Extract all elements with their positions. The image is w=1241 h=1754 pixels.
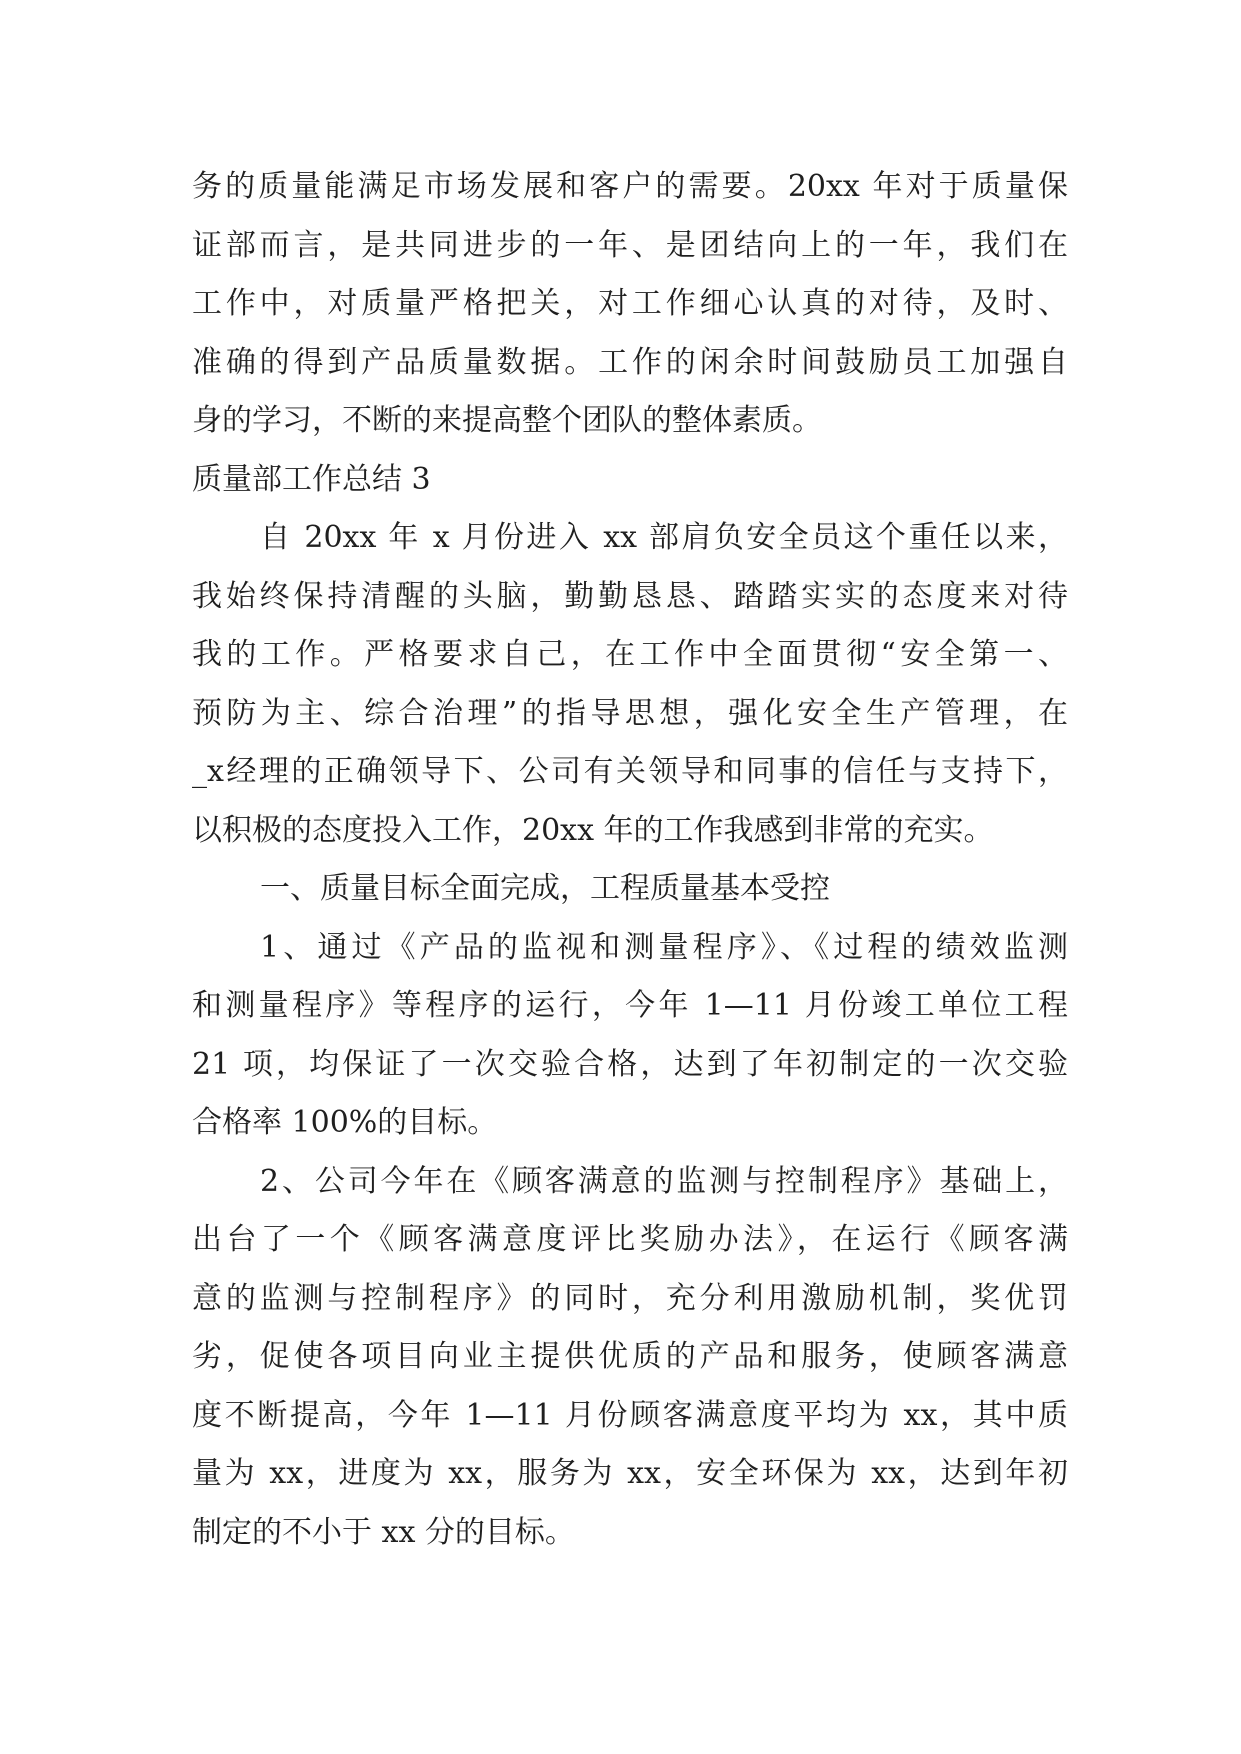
text-line: 量为 xx，进度为 xx，服务为 xx，安全环保为 xx，达到年初 — [192, 1456, 1068, 1491]
text-line: 和测量程序》等程序的运行，今年 1—11 月份竣工单位工程 — [192, 988, 1068, 1023]
text-line: 2、公司今年在《顾客满意的监测与控制程序》基础上， — [260, 1163, 1068, 1199]
text-line: 制定的不小于 xx 分的目标。 — [192, 1514, 575, 1550]
text-line: 质量部工作总结 3 — [192, 461, 431, 497]
paragraph-continuation — [192, 158, 1068, 451]
text-line: 我的工作。严格要求自己，在工作中全面贯彻“安全第一、 — [192, 637, 1068, 672]
text-line: 自 20xx 年 x 月份进入 xx 部肩负安全员这个重任以来， — [260, 520, 1068, 555]
paragraph-item-2 — [192, 1153, 1068, 1563]
text-line: 准确的得到产品质量数据。工作的闲余时间鼓励员工加强自 — [192, 344, 1068, 380]
paragraph-section-heading — [192, 451, 1068, 510]
document-body — [192, 158, 1068, 1562]
paragraph-point-heading — [192, 860, 1068, 919]
text-line: 证部而言，是共同进步的一年、是团结向上的一年，我们在 — [192, 227, 1068, 263]
text-line: _x经理的正确领导下、公司有关领导和同事的信任与支持下， — [192, 754, 1068, 789]
text-line: 我始终保持清醒的头脑，勤勤恳恳、踏踏实实的态度来对待 — [192, 578, 1068, 614]
text-line: 意的监测与控制程序》的同时，充分利用激励机制，奖优罚 — [192, 1280, 1068, 1316]
text-line: 1、通过《产品的监视和测量程序》、《过程的绩效监测 — [260, 929, 1068, 965]
text-line: 预防为主、综合治理”的指导思想，强化安全生产管理，在 — [192, 695, 1068, 731]
text-line: 一、质量目标全面完成，工程质量基本受控 — [260, 871, 830, 906]
text-line: 度不断提高，今年 1—11 月份顾客满意度平均为 xx，其中质 — [192, 1397, 1068, 1433]
paragraph-item-1 — [192, 919, 1068, 1153]
text-line: 出台了一个《顾客满意度评比奖励办法》，在运行《顾客满 — [192, 1222, 1068, 1257]
text-line: 合格率 100%的目标。 — [192, 1105, 498, 1140]
text-line: 劣，促使各项目向业主提供优质的产品和服务，使顾客满意 — [192, 1339, 1068, 1374]
text-line: 21 项，均保证了一次交验合格，达到了年初制定的一次交验 — [192, 1046, 1068, 1082]
text-line: 身的学习，不断的来提高整个团队的整体素质。 — [192, 403, 822, 438]
text-line: 以积极的态度投入工作，20xx 年的工作我感到非常的充实。 — [192, 812, 994, 848]
text-line: 工作中，对质量严格把关，对工作细心认真的对待，及时、 — [192, 286, 1068, 321]
paragraph-intro — [192, 509, 1068, 860]
text-line: 务的质量能满足市场发展和客户的需要。20xx 年对于质量保 — [192, 169, 1068, 204]
